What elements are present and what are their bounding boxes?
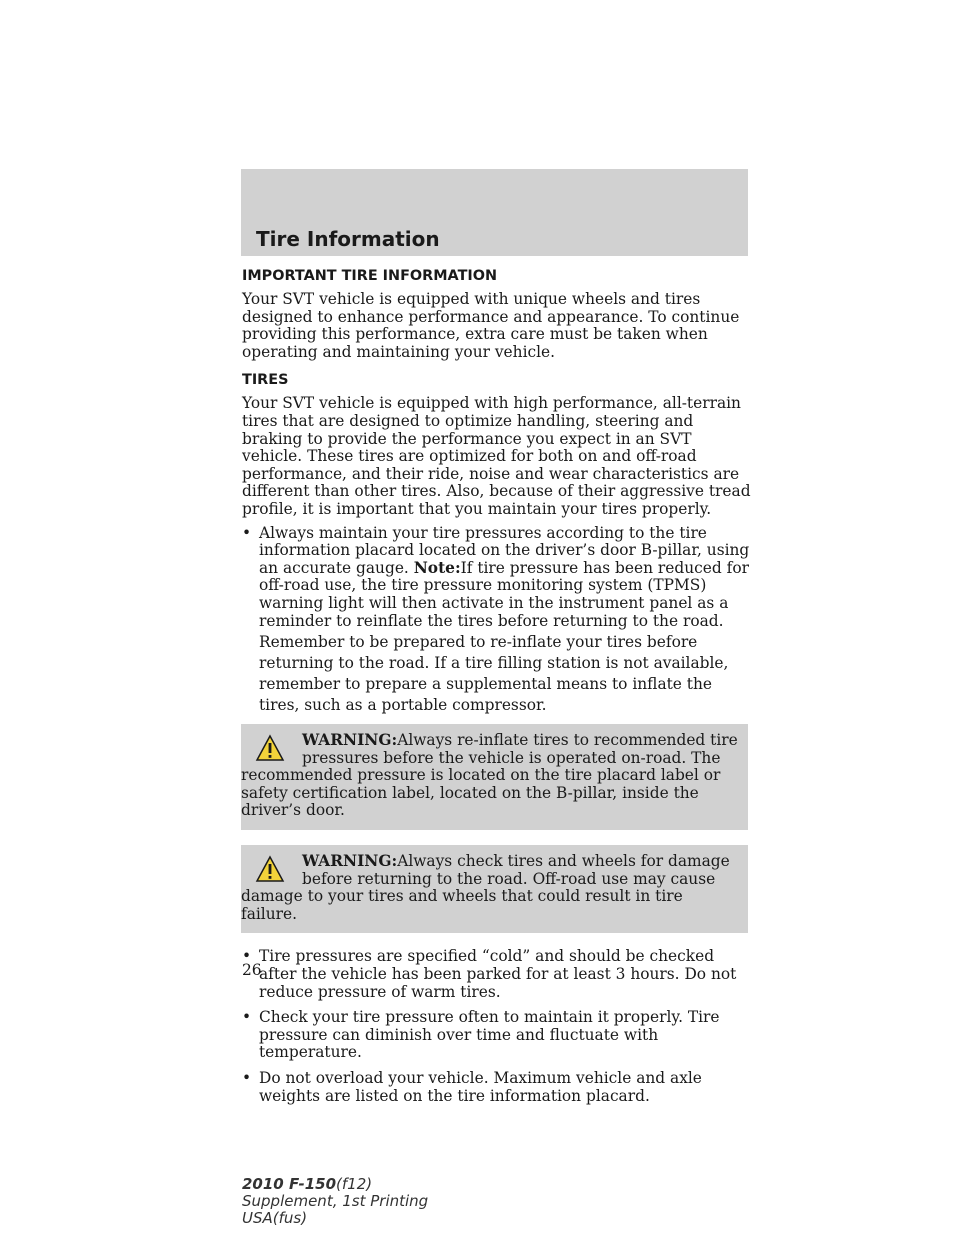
list-item [242,1070,754,1105]
page-number: 26 [242,961,262,979]
warning-text: Always re-inflate tires to recommended tire pressures before the vehicle is operated on-road. The recommended pressure is located on the tire placard label or safety certification label, located on the B-pillar, inside the driver’s door. [241,731,738,820]
section-title: Tire Information [256,227,440,251]
note-text: If tire pressure has been reduced for off-road use, the tire pressure monitoring system (TPMS) warning light will then activate in the instrument panel as a reminder to reinflate the tires before returning to the road. [259,558,749,630]
footer-model: 2010 F-150 [242,1175,337,1193]
list-item [242,525,754,717]
heading-important-tire-information: IMPORTANT TIRE INFORMATION [242,268,498,284]
paragraph-tires: Your SVT vehicle is equipped with high performance, all-terrain tires that are designed to optimize handling, steering and braking to provide the performance you expect in an SVT vehicle. These tires are optimized for both on and off-road performance, and their ride, noise and wear characteristics are different than other tires. Also, because of their aggressive tread profile, it is important that you maintain your tires properly. [242,394,751,518]
warning-box [241,724,748,830]
bullet-symbol: • [242,947,252,966]
note-label: Note: [413,558,461,577]
heading-tires: TIRES [242,372,289,389]
bullet-text: Check your tire pressure often to maintain it properly. Tire pressure can diminish over time and fluctuate with temperature. [259,1008,720,1062]
footer-model-code: (f12) [336,1175,373,1193]
warning-triangle-icon [255,734,285,762]
section-header-band [241,169,748,256]
bullet-symbol: • [242,1069,252,1087]
paragraph-intro: Your SVT vehicle is equipped with unique wheels and tires designed to enhance performance and appearance. To continue providing this performance, extra care must be taken when operating and maintaining your vehicle. [242,290,740,361]
list-item [242,1009,754,1062]
bullet-text: Do not overload your vehicle. Maximum vehicle and axle weights are listed on the tire information placard. [259,1069,702,1105]
warning-text: Always check tires and wheels for damage before returning to the road. Off-road use may cause damage to your tires and wheels that could result in tire failure. [241,852,730,923]
bullet-extra-text: Remember to be prepared to re-inflate your tires before returning to the road. If a tire filling station is not available, remember to prepare a supplemental means to inflate the tires, such as a portable compressor. [259,633,729,715]
footer-region: USA [242,1209,273,1227]
bullet-symbol: • [242,1008,252,1027]
document-footer [242,1176,428,1227]
footer-printing: Supplement, 1st Printing [242,1192,429,1210]
footer-region-code: (fus) [272,1209,308,1227]
warning-box [241,845,748,933]
bullet-symbol: • [242,523,252,542]
warning-triangle-icon [255,855,285,883]
bullet-text: Tire pressures are specified “cold” and should be checked after the vehicle has been parked for at least 3 hours. Do not reduce pressure of warm tires. [259,947,737,1001]
warning-label: WARNING: [302,852,398,871]
page-content [242,267,754,1113]
list-item [242,948,754,1001]
bullet-text: Always maintain your tire pressures according to the tire information placard located on the driver’s door B-pillar, using an accurate gauge. [259,523,750,577]
warning-label: WARNING: [302,731,398,750]
